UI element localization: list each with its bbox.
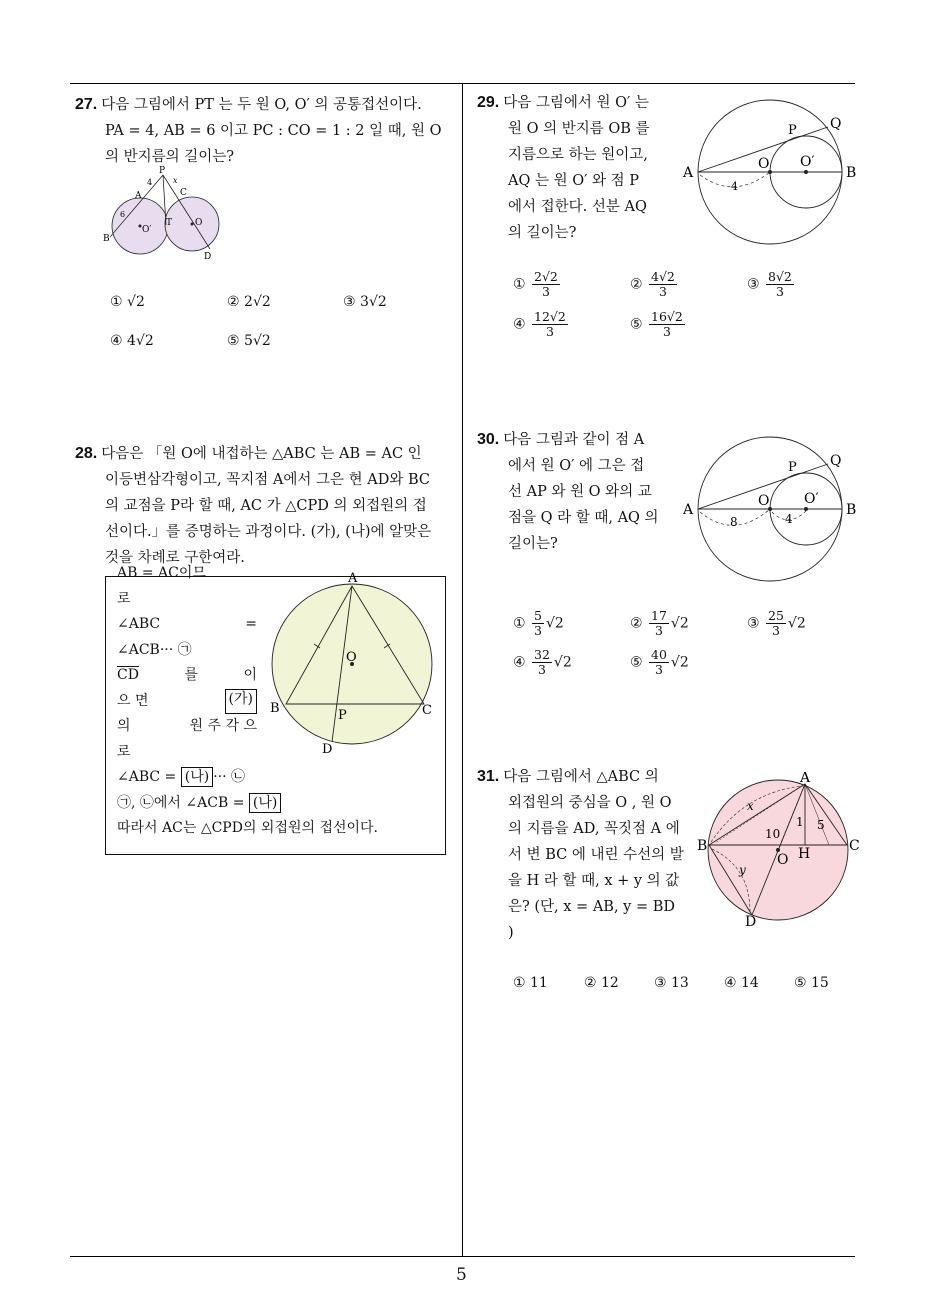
problem-30-line-2: 에서 원 O′ 에 그은 접 [508, 458, 645, 474]
p29-choice-4[interactable]: ④ $\frac{12√2}{3}$ [513, 309, 566, 339]
bottom-rule [70, 1256, 855, 1257]
proof-line-11: 따라서 AC는 △CPD의 외접원의 접선이다. [117, 820, 379, 836]
label-length-4: 4 [785, 512, 793, 526]
label-length: 4 [731, 180, 738, 193]
label-d: D [204, 252, 212, 262]
problem-29-line-5: 에서 접한다. 선분 AQ [508, 199, 647, 215]
label-o: O [758, 493, 770, 509]
label-o: O [777, 852, 789, 868]
label-x: x [173, 176, 178, 185]
label-q: Q [830, 453, 842, 469]
problem-29-line-4: AQ 는 원 O′ 와 점 P [508, 173, 639, 189]
label-one: 1 [796, 815, 804, 829]
proof-line-9: ∠ABC = (나) ··· ㉡ [117, 769, 245, 785]
label-y: y [739, 863, 746, 877]
label-five: 5 [817, 818, 825, 832]
p27-choice-1[interactable]: ① √2 [110, 294, 145, 310]
proof-line-7: 의 원 주 각 으 [117, 718, 257, 734]
p29-choice-5[interactable]: ⑤ $\frac{16√2}{3}$ [630, 309, 683, 339]
label-a: A [800, 772, 811, 786]
problem-31-line-7: ) [508, 925, 514, 941]
label-d: D [745, 914, 757, 930]
p27-choice-3[interactable]: ③ 3√2 [343, 294, 387, 310]
label-a: A [683, 165, 694, 181]
problem-number: 28. [75, 445, 98, 462]
p27-choice-2[interactable]: ② 2√2 [227, 294, 271, 310]
label-o: O [195, 218, 203, 228]
p29-choice-1[interactable]: ① $\frac{2√2}{3}$ [513, 269, 558, 299]
blank-na-2: (나) [249, 793, 281, 813]
problem-31-line-2: 외접원의 중심을 O , 원 O [508, 795, 672, 811]
problem-30-line-3: 선 AP 와 원 O 와의 교 [508, 484, 652, 500]
proof-line-1: AB = AC이므 [117, 565, 206, 581]
problem-27-line-1: 27. 다음 그림에서 PT 는 두 원 O, O′ 의 공통접선이다. [75, 96, 422, 113]
problem-28-line-4: 선이다.」를 증명하는 과정이다. (가), (나)에 알맞은 [105, 524, 432, 540]
label-pa-length: 4 [147, 178, 153, 187]
problem-number: 29. [477, 94, 500, 111]
label-d: D [322, 742, 333, 757]
p30-choice-1[interactable]: ① $\frac{5}{3}$ √2 [513, 608, 564, 638]
problem-29-line-2: 원 O 의 반지름 OB 를 [508, 121, 650, 137]
label-b: B [697, 838, 708, 854]
label-p: P [788, 123, 797, 138]
label-o-prime: O′ [142, 225, 152, 235]
label-t: T [166, 218, 173, 228]
label-a: A [135, 191, 142, 201]
problem-28-line-2: 이등변삼각형이고, 꼭지점 A에서 그은 현 AD와 BC [105, 472, 430, 488]
label-p: P [788, 460, 797, 475]
problem-27-line-3: 의 반지름의 길이는? [105, 149, 235, 165]
problem-number: 31. [477, 768, 500, 785]
label-b: B [270, 701, 280, 716]
label-o-prime: O′ [800, 154, 815, 170]
p30-choice-3[interactable]: ③ $\frac{25}{3}$ √2 [747, 608, 806, 638]
label-h: H [798, 846, 811, 862]
problem-30 [477, 427, 677, 557]
blank-ga: (가) [225, 689, 257, 715]
problem-27-line-2: PA = 4, AB = 6 이고 PC : CO = 1 : 2 일 때, 원 O [105, 123, 442, 139]
p30-choice-4[interactable]: ④ $\frac{32}{3}$ √2 [513, 647, 572, 677]
problem-30-line-1: 30. 다음 그림과 같이 점 A [477, 431, 645, 448]
problem-28-line-1: 28. 다음은 「원 O에 내접하는 △ABC 는 AB = AC 인 [75, 445, 422, 462]
p30-choice-5[interactable]: ⑤ $\frac{40}{3}$ √2 [630, 647, 689, 677]
label-c: C [849, 838, 860, 854]
problem-28-line-3: 의 교점을 P라 할 때, AC 가 △CPD 의 외접원의 접 [105, 498, 427, 514]
label-a: A [348, 571, 358, 586]
proof-line-3: ∠ABC = [117, 616, 257, 632]
problem-31 [477, 764, 692, 946]
proof-line-6: 으 면 (가) [117, 689, 257, 715]
p31-choice-1[interactable]: ① 11 [513, 975, 548, 991]
problem-31-line-5: 을 H 라 할 때, x + y 의 값 [508, 873, 680, 889]
problem-30-line-4: 점을 Q 라 할 때, AQ 의 [508, 510, 659, 526]
problem-31-line-3: 의 지름을 AD, 꼭짓점 A 에 [508, 821, 680, 837]
problem-number: 30. [477, 431, 500, 448]
problem-29-line-3: 지름으로 하는 원이고, [508, 147, 648, 163]
problem-29 [477, 90, 677, 246]
proof-line-2: 로 [117, 590, 131, 607]
proof-line-10: ㉠, ㉡에서 ∠ACB = (나) [117, 791, 267, 817]
label-ab-length: 6 [120, 210, 126, 219]
label-x: x [747, 799, 754, 813]
point-o [191, 223, 194, 226]
point-o-prime [804, 507, 808, 511]
blank-na: (나) [181, 767, 213, 787]
problem-30-figure [680, 432, 865, 587]
label-q: Q [830, 116, 842, 132]
label-c: C [180, 188, 187, 198]
label-b: B [103, 234, 110, 244]
problem-27 [75, 92, 460, 170]
problem-29-line-1: 29. 다음 그림에서 원 O′ 는 [477, 94, 649, 111]
label-p: P [338, 708, 347, 723]
problem-27-figure [100, 165, 230, 265]
problem-31-line-6: 은? (단, x = AB, y = BD [508, 899, 676, 915]
problem-30-line-5: 길이는? [508, 536, 558, 552]
problem-28 [75, 441, 460, 571]
proof-line-4: ∠ACB··· ㉠ [117, 641, 192, 658]
problem-31-line-1: 31. 다음 그림에서 △ABC 의 [477, 768, 659, 785]
p31-choice-2[interactable]: ② 12 [584, 975, 619, 991]
problem-29-line-6: 의 길이는? [508, 225, 577, 241]
label-b: B [846, 165, 857, 181]
proof-text [117, 561, 379, 842]
label-o: O [758, 156, 770, 172]
label-a: A [683, 502, 694, 518]
p31-choice-4[interactable]: ④ 14 [724, 975, 759, 991]
p27-choice-4[interactable]: ④ 4√2 [110, 333, 154, 349]
p27-choice-5[interactable]: ⑤ 5√2 [227, 333, 271, 349]
p30-choice-2[interactable]: ② $\frac{17}{3}$ √2 [630, 608, 689, 638]
p31-choice-5[interactable]: ⑤ 15 [794, 975, 829, 991]
column-divider [462, 83, 463, 1256]
proof-line-8: 로 [117, 743, 131, 760]
label-b: B [846, 502, 857, 518]
label-length-8: 8 [730, 515, 738, 529]
point-o-prime [804, 170, 808, 174]
label-ten: 10 [765, 827, 781, 841]
label-o-prime: O′ [804, 491, 819, 507]
problem-28-line-5: 것을 차례로 구한여라. [105, 550, 245, 566]
p29-choice-2[interactable]: ② $\frac{4√2}{3}$ [630, 269, 675, 299]
problem-31-line-4: 서 변 BC 에 내린 수선의 발 [508, 847, 684, 863]
problem-29-figure [680, 95, 865, 250]
proof-line-5: $\overline{CD}$ 를 이 [117, 667, 257, 683]
problem-28-figure [262, 566, 442, 761]
label-o: O [346, 650, 357, 665]
label-p: P [159, 166, 166, 176]
problem-31-figure [695, 772, 865, 932]
problem-number: 27. [75, 96, 98, 113]
p31-choice-3[interactable]: ③ 13 [654, 975, 689, 991]
page-number: 5 [456, 1265, 467, 1285]
p29-choice-3[interactable]: ③ $\frac{8√2}{3}$ [747, 269, 792, 299]
label-c: C [422, 703, 432, 718]
